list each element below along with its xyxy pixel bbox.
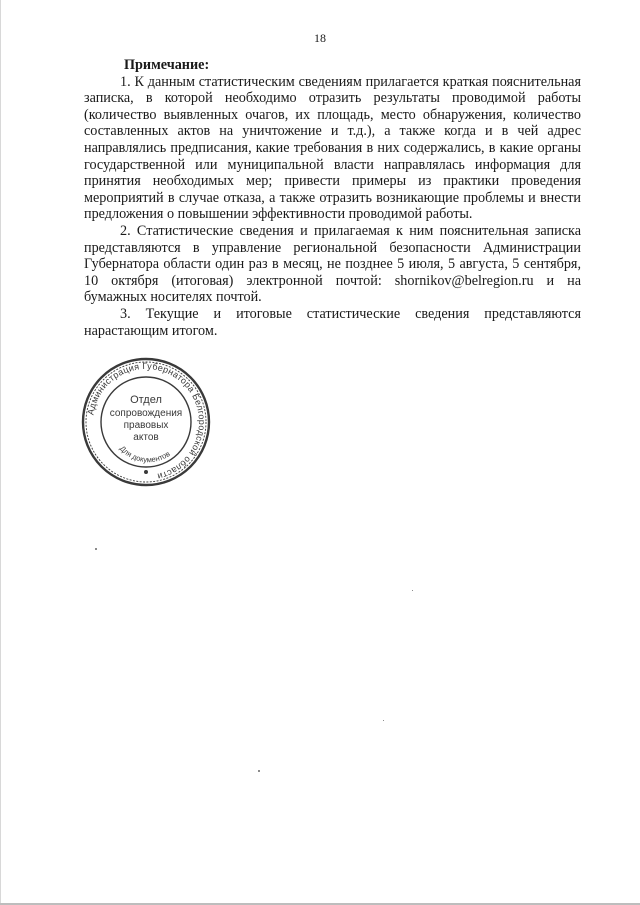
note-body xyxy=(84,57,581,339)
scan-speck xyxy=(412,590,413,591)
note-paragraph-1: 1. К данным статистическим сведениям прилагается краткая пояснительная записка, в которой необходимо отразить результаты проводимой работы (количество выявленных очагов, их площадь, место обнаружения, количество составленных актов на уничтожение и т.д.), а также когда и в чей адрес направлялись предписания, какие требования в них содержались, в какие органы государственной или муниципальной власти направлялась информация для принятия необходимых мер; привести примеры из практики проведения мероприятий в случае отказа, а также отразить возникающие проблемы и внести предложения о повышении эффективности проводимой работы. xyxy=(84,73,581,223)
stamp-line-3: правовых xyxy=(123,420,169,431)
scan-speck xyxy=(258,770,260,772)
note-heading: Примечание: xyxy=(124,57,210,73)
scan-left-edge xyxy=(0,0,1,905)
stamp-line-4: актов xyxy=(133,432,159,443)
scan-speck xyxy=(95,548,97,550)
note-paragraph-2: 2. Статистические сведения и прилагаемая к ним пояснительная записка представляются в управление региональной безопасности Администрации Губернатора области один раз в месяц, не позднее 5 июля, 5 августа, 5 сентября, 10 октября (итоговая) электронной почтой: shornikov@belregion.ru и на бумажных носителях почтой. xyxy=(84,222,581,306)
page-number: 18 xyxy=(314,31,326,45)
stamp-dot xyxy=(144,470,148,474)
stamp-outer-text: Администрация Губернатора Белгородской области xyxy=(85,360,208,482)
note-paragraph-3: 3. Текущие и итоговые статистические сведения представляются нарастающим итогом. xyxy=(84,305,581,339)
scan-speck xyxy=(383,720,384,721)
official-stamp xyxy=(80,356,212,488)
stamp-bottom-text: Для документов xyxy=(117,443,172,465)
stamp-line-2: сопровождения xyxy=(109,408,183,419)
stamp-line-1: Отдел xyxy=(130,394,162,406)
